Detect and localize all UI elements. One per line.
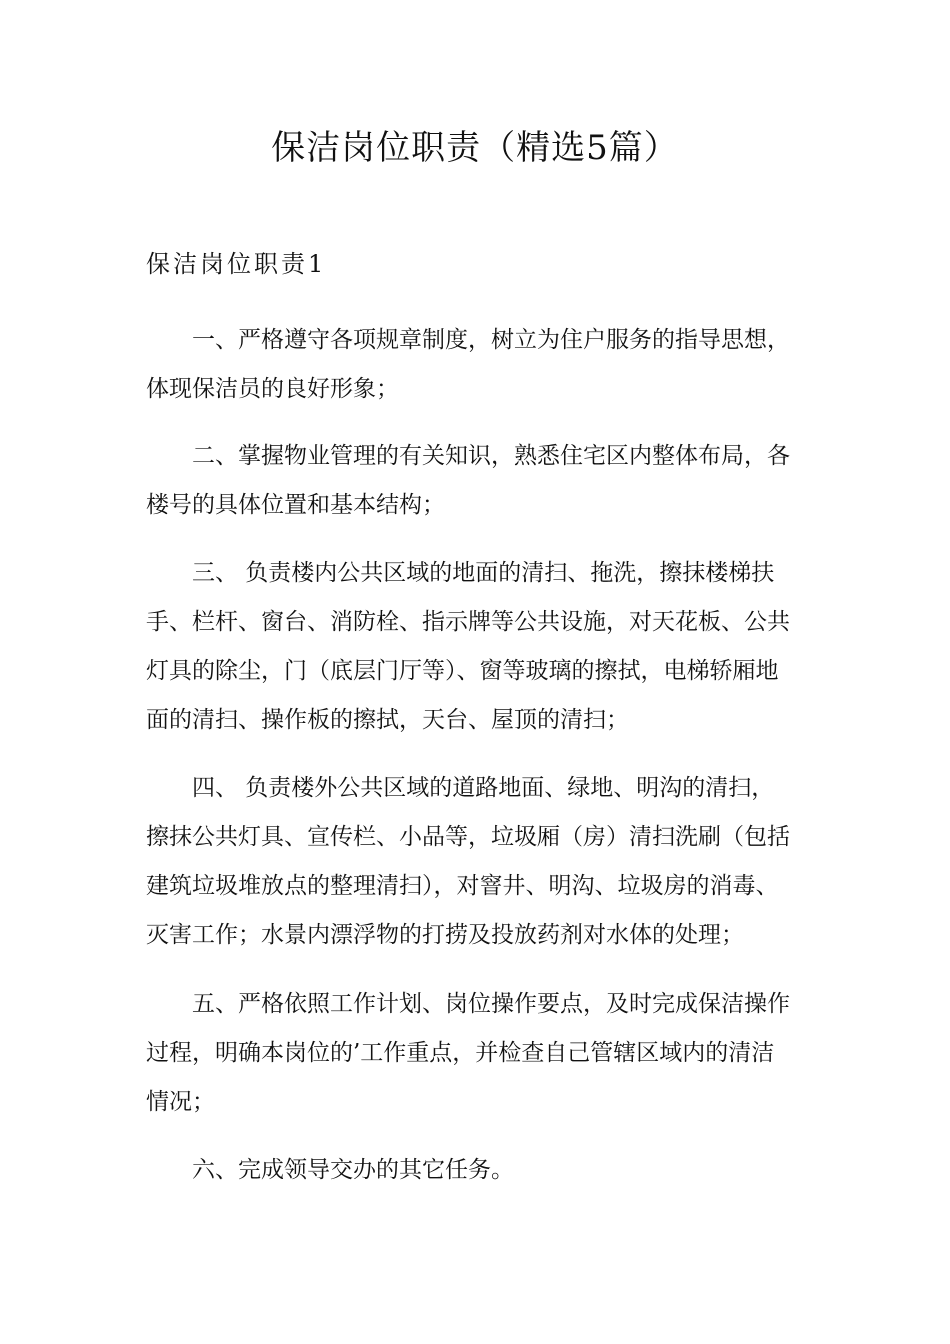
paragraph-line: 灯具的除尘，门（底层门厅等）、窗等玻璃的擦拭，电梯轿厢地 [146, 658, 779, 684]
paragraph-line: 二、掌握物业管理的有关知识，熟悉住宅区内整体布局，各 [192, 443, 790, 469]
paragraph-line: 四、 负责楼外公共区域的道路地面、绿地、明沟的清扫， [192, 775, 775, 801]
paragraph-line: 楼号的具体位置和基本结构； [146, 492, 445, 518]
paragraph-1 [146, 316, 806, 414]
paragraph-line: 六、完成领导交办的其它任务。 [192, 1157, 514, 1183]
paragraph-line: 手、栏杆、窗台、消防栓、指示牌等公共设施，对天花板、公共 [146, 609, 790, 635]
paragraph-line: 情况； [146, 1089, 215, 1115]
paragraph-line: 五、严格依照工作计划、岗位操作要点，及时完成保洁操作 [192, 991, 790, 1017]
paragraph-line: 过程，明确本岗位的’工作重点，并检查自己管辖区域内的清洁 [146, 1040, 775, 1066]
paragraph-line: 擦抹公共灯具、宣传栏、小品等，垃圾厢（房）清扫洗刷（包括 [146, 824, 790, 850]
paragraph-line: 面的清扫、操作板的擦拭，天台、屋顶的清扫； [146, 707, 629, 733]
paragraph-5 [146, 980, 806, 1127]
paragraph-line: 体现保洁员的良好形象； [146, 376, 399, 402]
paragraph-6 [146, 1146, 806, 1195]
paragraph-line: 灭害工作；水景内漂浮物的打捞及投放药剂对水体的处理； [146, 922, 744, 948]
section-heading: 保洁岗位职责1 [146, 250, 327, 278]
paragraph-line: 一、严格遵守各项规章制度，树立为住户服务的指导思想， [192, 327, 790, 353]
paragraph-3 [146, 549, 806, 745]
paragraph-2 [146, 432, 806, 530]
paragraph-line: 三、 负责楼内公共区域的地面的清扫、拖洗，擦抹楼梯扶 [192, 560, 775, 586]
document-title: 保洁岗位职责（精选5篇） [271, 128, 679, 168]
paragraph-line: 建筑垃圾堆放点的整理清扫），对窨井、明沟、垃圾房的消毒、 [146, 873, 779, 899]
paragraph-4 [146, 764, 806, 960]
